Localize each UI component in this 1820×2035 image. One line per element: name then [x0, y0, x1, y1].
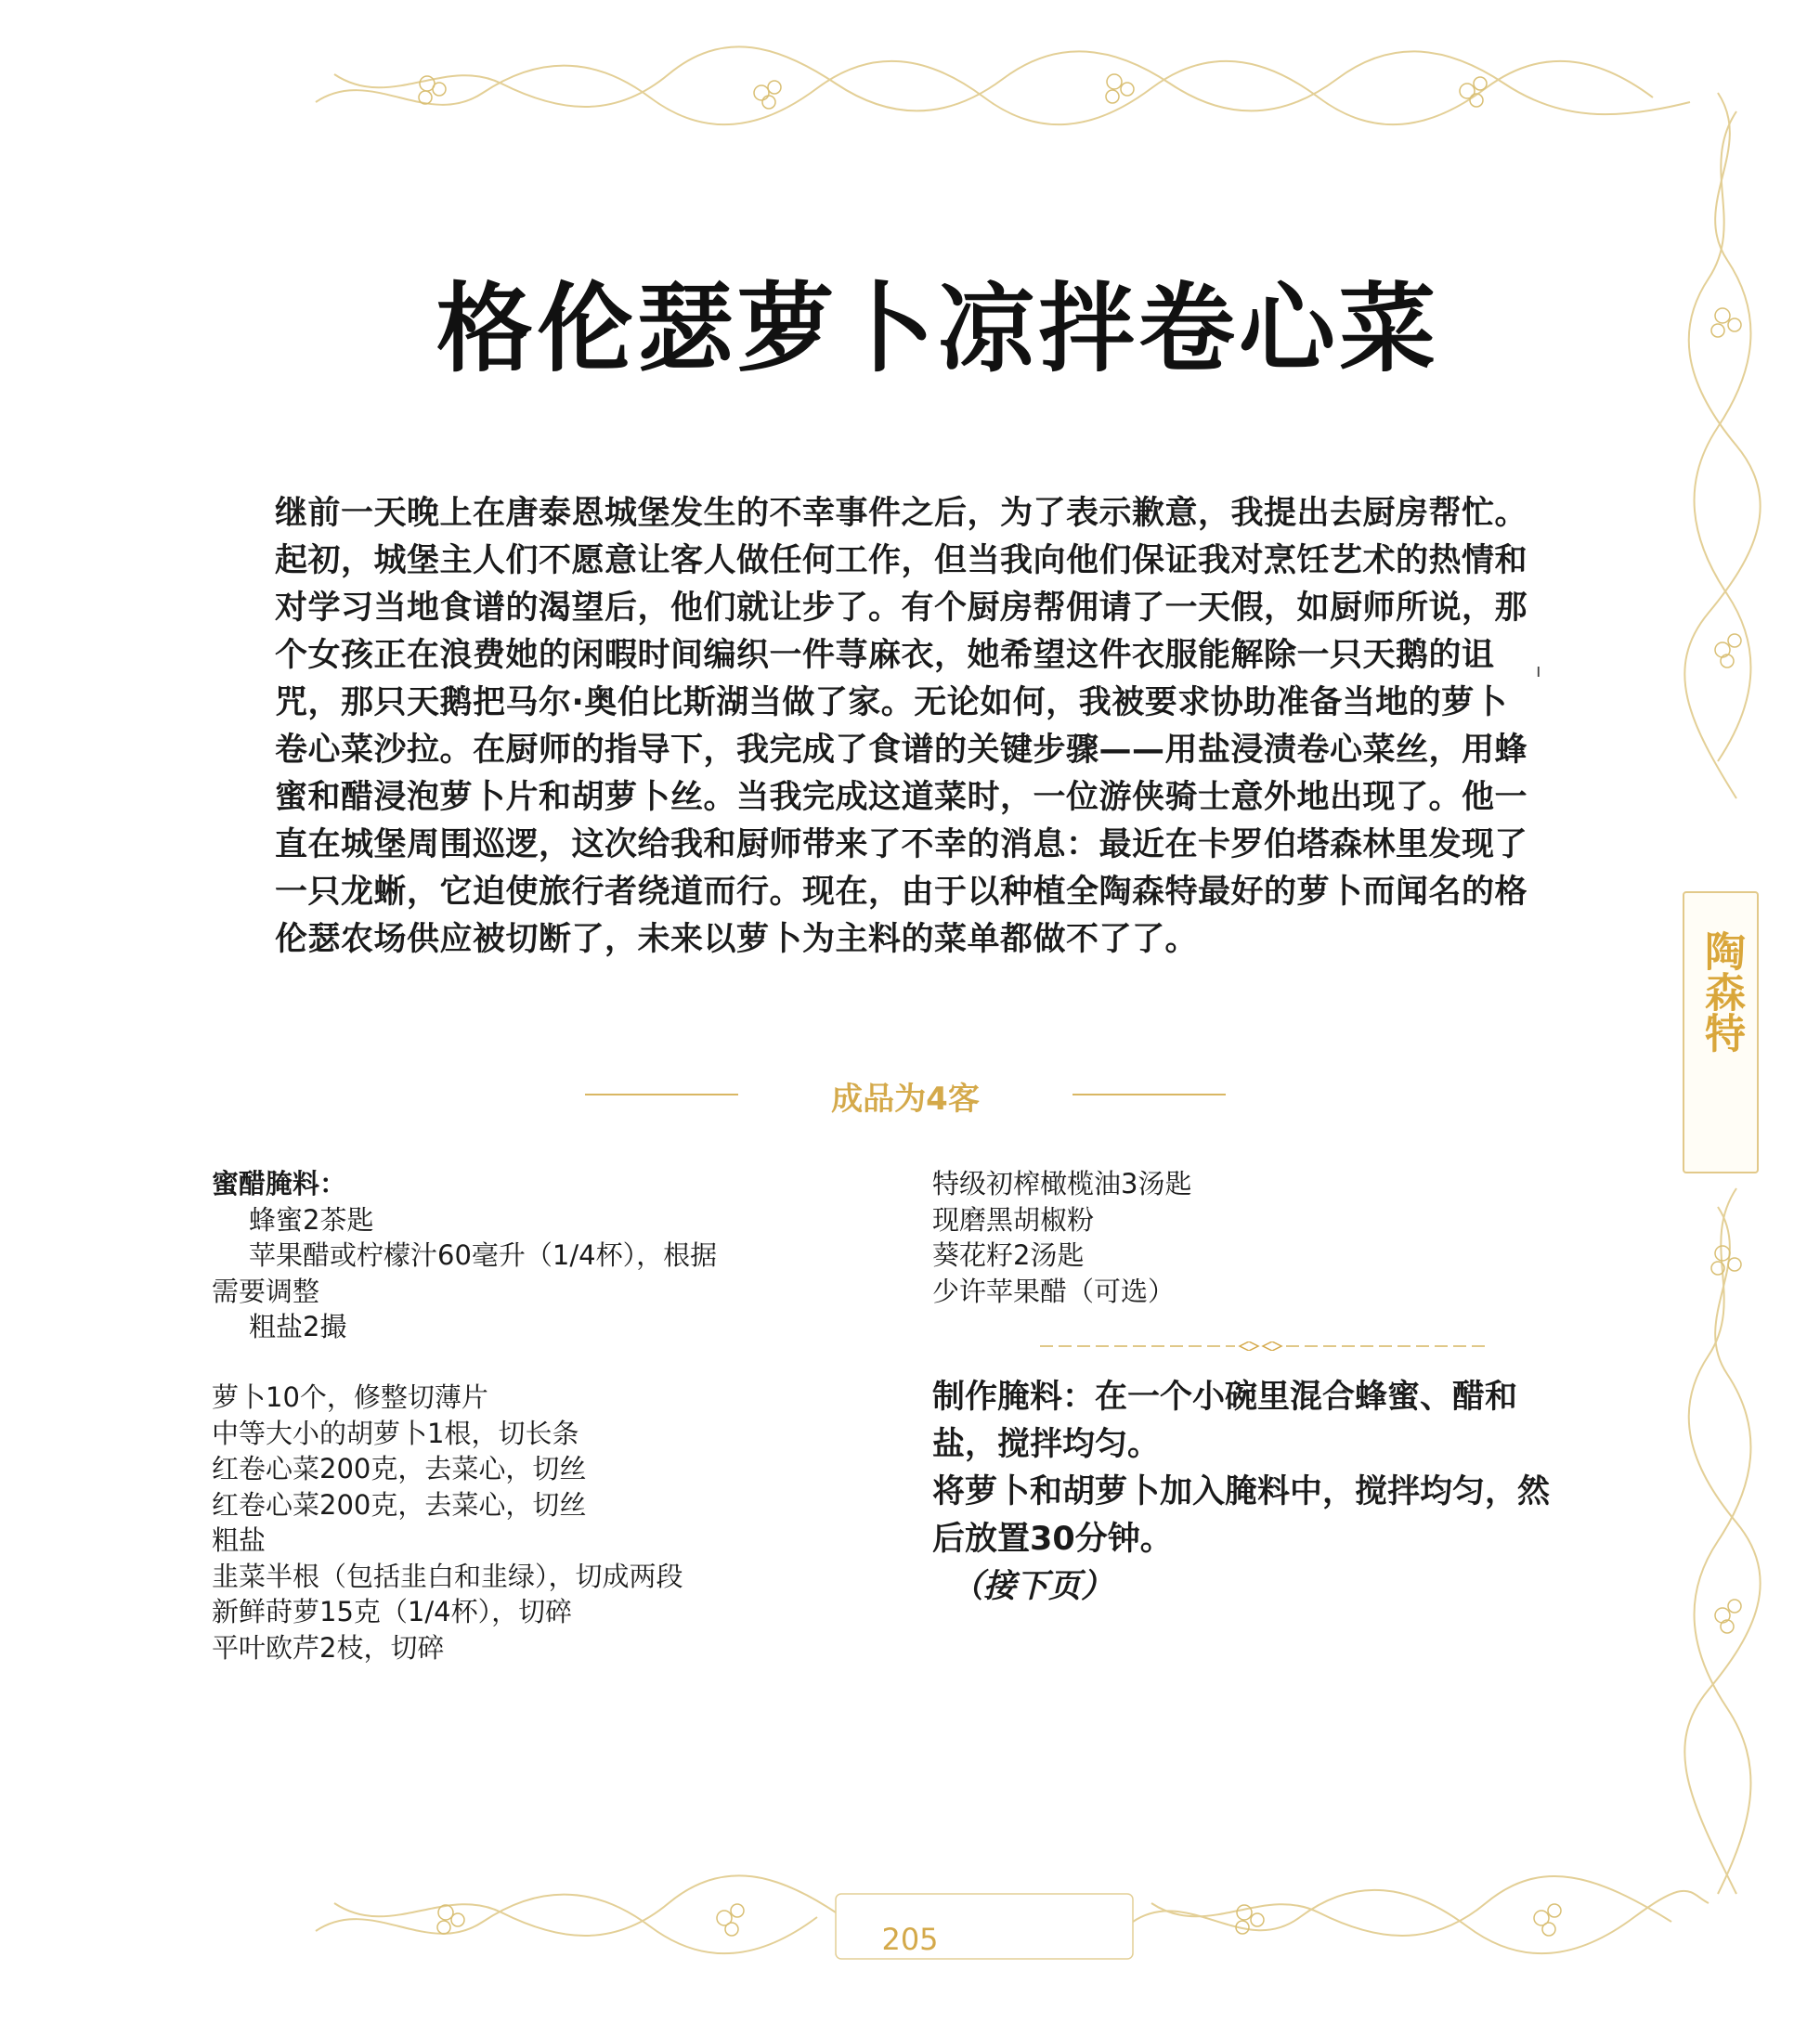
- ingredient-item: 平叶欧芹2枝，切碎: [212, 1631, 445, 1664]
- chapter-side-tab: [1683, 891, 1759, 1173]
- ingredient-item: 中等大小的胡萝卜1根，切长条: [212, 1417, 579, 1449]
- ingredient-item: 萝卜10个，修整切薄片: [212, 1381, 488, 1413]
- ingredient-item: 现磨黑胡椒粉: [932, 1203, 1095, 1236]
- servings-banner: [585, 1068, 1226, 1123]
- ingredient-item: 韭菜半根（包括韭白和韭绿），切成两段: [212, 1560, 683, 1592]
- ingredients-list-right: [932, 1166, 1536, 1309]
- stray-mark: ı: [1536, 659, 1541, 681]
- section-divider: [1040, 1342, 1486, 1351]
- marinade-item: 粗盐2撮: [249, 1311, 347, 1342]
- ingredient-item: 特级初榨橄榄油3汤匙: [932, 1168, 1192, 1199]
- bottom-ornament-border: [316, 1866, 1709, 1968]
- marinade-heading: 蜜醋腌料：: [212, 1168, 347, 1199]
- ingredient-item: 粗盐: [212, 1524, 266, 1556]
- method-label: 制作腌料：: [932, 1379, 1096, 1416]
- marinade-block: [212, 1166, 815, 1345]
- ingredient-item: 葵花籽2汤匙: [932, 1239, 1085, 1271]
- method-step: [932, 1374, 1564, 1469]
- recipe-title: 格伦瑟萝卜凉拌卷心菜: [436, 272, 1440, 385]
- marinade-item: 苹果醋或柠檬汁60毫升（1/4杯），根据: [249, 1239, 718, 1271]
- method-step-2: 将萝卜和胡萝卜加入腌料中，搅拌均匀，然后放置30分钟。: [932, 1473, 1551, 1558]
- method-step-1: 在一个小碗里混合蜂蜜、醋和盐，搅拌均匀。: [932, 1379, 1518, 1463]
- servings-line-right: [1072, 1094, 1226, 1095]
- method-block: [932, 1374, 1564, 1611]
- ingredient-item: 新鲜莳萝15克（1/4杯），切碎: [212, 1596, 573, 1627]
- ingredient-item: 少许苹果醋（可选）: [932, 1275, 1176, 1307]
- ingredient-item: 红卷心菜200克，去菜心，切丝: [212, 1488, 587, 1521]
- page-number: 205: [881, 1922, 939, 1957]
- intro-paragraph: 继前一天晚上在唐泰恩城堡发生的不幸事件之后，为了表示歉意，我提出去厨房帮忙。起初，城堡主人们不愿意让客人做任何工作，但当我向他们保证我对烹饪艺术的热情和对学习当地食谱的渴望后，他们就让步了。有个厨房帮佣请了一天假，如厨师所说，那个女孩正在浪费她的闲暇时间编织一件荨麻衣，她希望这件衣服能解除一只天鹅的诅咒，那只天鹅把马尔·奥伯比斯湖当做了家。无论如何，我被要求协助准备当地的萝卜卷心菜沙拉。在厨师的指导下，我完成了食谱的关键步骤——用盐浸渍卷心菜丝，用蜂蜜和醋浸泡萝卜片和胡萝卜丝。当我完成这道菜时，一位游侠骑士意外地出现了。他一直在城堡周围巡逻，这次给我和厨师带来了不幸的消息：最近在卡罗伯塔森林里发现了一只龙蜥，它迫使旅行者绕道而行。现在，由于以种植全陶森特最好的萝卜而闻名的格伦瑟农场供应被切断了，未来以萝卜为主料的菜单都做不了了。: [275, 495, 1528, 958]
- marinade-item: 蜂蜜2茶匙: [249, 1203, 374, 1236]
- continued-note: （接下页）: [951, 1568, 1114, 1605]
- chapter-side-tab-label: 陶森特: [1697, 930, 1745, 1053]
- top-ornament-border: [316, 46, 1709, 130]
- marinade-item: 需要调整: [212, 1275, 320, 1307]
- ingredients-list: [212, 1380, 815, 1666]
- servings-text: 成品为4客: [831, 1081, 980, 1118]
- ingredient-item: 红卷心菜200克，去菜心，切丝: [212, 1453, 587, 1484]
